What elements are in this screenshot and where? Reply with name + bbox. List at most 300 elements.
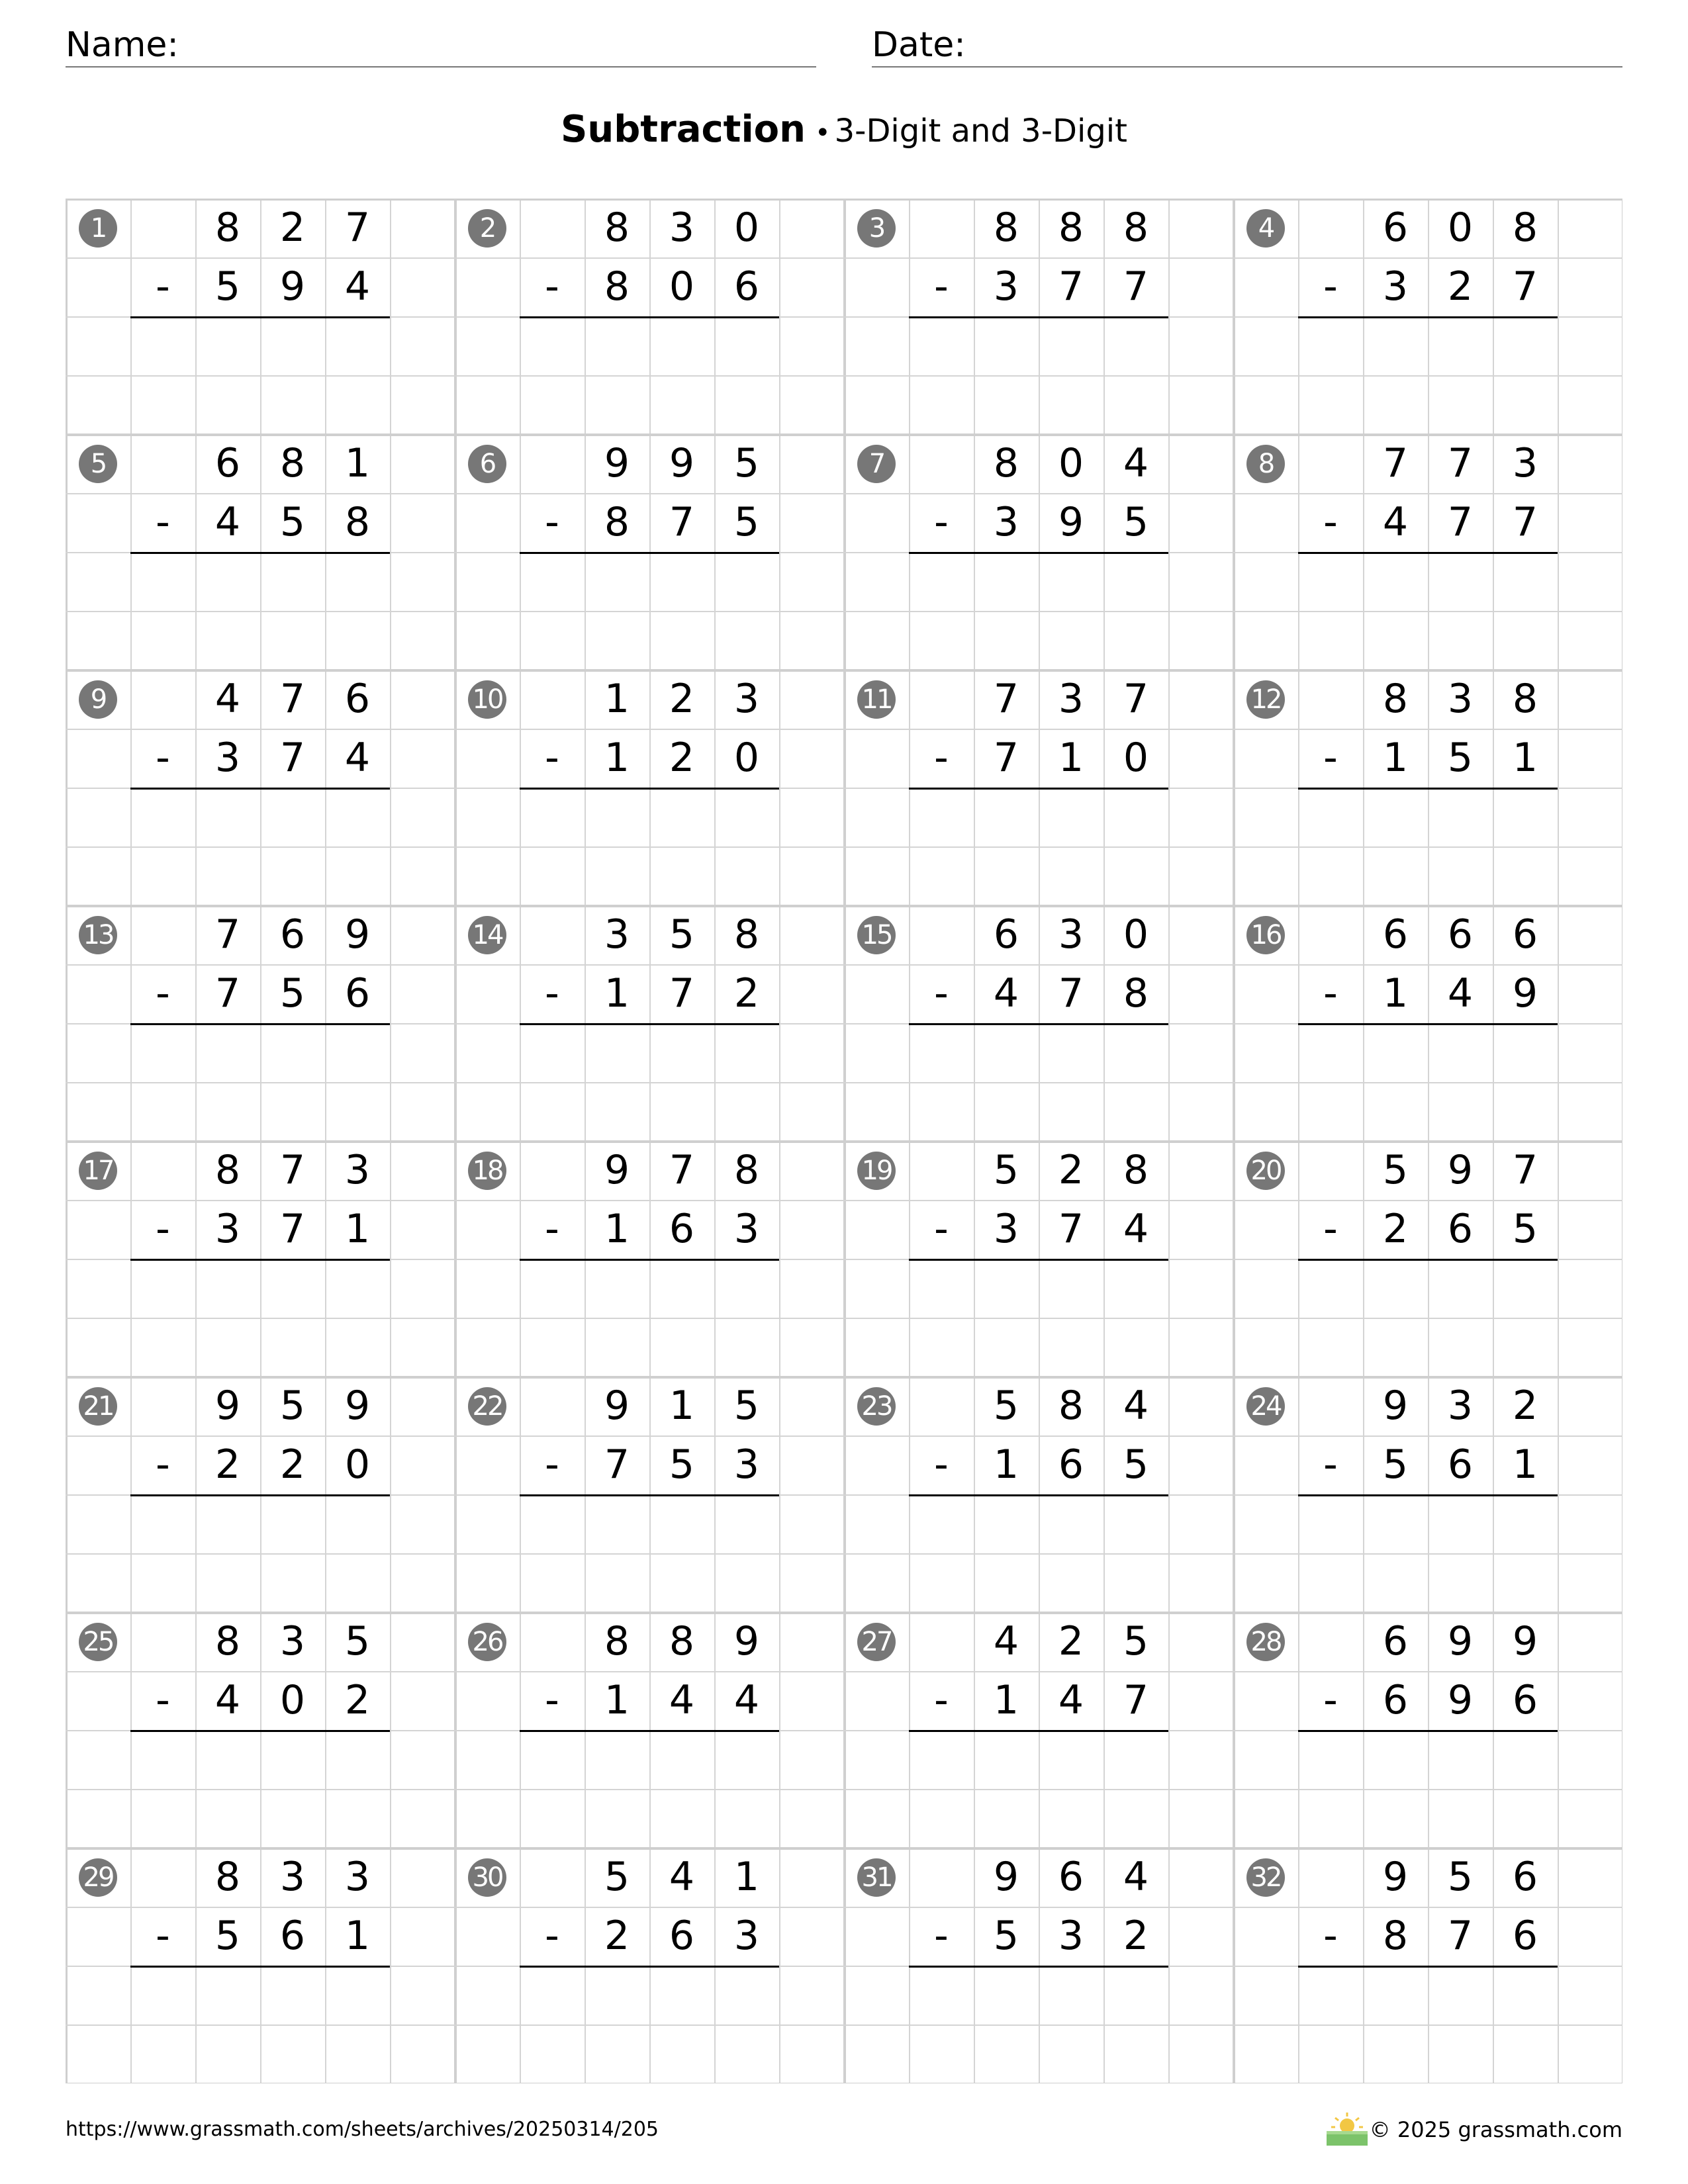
- minuend-digit: 5: [993, 1147, 1019, 1193]
- answer-line: [520, 1966, 779, 1968]
- subtrahend-digit: 7: [279, 735, 306, 781]
- answer-line: [130, 1494, 390, 1496]
- problem: [1233, 1612, 1622, 1848]
- problem-number-badge: 14: [468, 916, 506, 954]
- answer-line: [520, 1494, 779, 1496]
- minuend-digit: 0: [733, 205, 760, 251]
- problem: [455, 670, 844, 905]
- problem: [1233, 1377, 1622, 1612]
- minuend-digit: 6: [993, 911, 1019, 958]
- minus-sign: -: [1323, 263, 1338, 310]
- answer-line: [909, 1023, 1168, 1025]
- problem: [455, 1612, 844, 1848]
- problem: [844, 670, 1233, 905]
- subtrahend-digit: 7: [279, 1206, 306, 1252]
- subtrahend-digit: 7: [1447, 1913, 1474, 1959]
- minus-sign: -: [934, 735, 949, 781]
- minuend-digit: 8: [604, 205, 630, 251]
- problem: [66, 199, 455, 434]
- minuend-digit: 0: [1447, 205, 1474, 251]
- problem-number-badge: 21: [79, 1387, 117, 1426]
- problem-number-badge: 19: [857, 1152, 896, 1190]
- minuend-digit: 7: [669, 1147, 695, 1193]
- subtrahend-digit: 2: [669, 735, 695, 781]
- problem-number-badge: 18: [468, 1152, 506, 1190]
- subtrahend-digit: 6: [669, 1913, 695, 1959]
- minus-sign: -: [545, 263, 559, 310]
- subtrahend-digit: 4: [1447, 970, 1474, 1017]
- subtrahend-digit: 2: [279, 1441, 306, 1488]
- subtrahend-digit: 0: [279, 1677, 306, 1723]
- subtrahend-digit: 4: [1058, 1677, 1084, 1723]
- minus-sign: -: [156, 970, 170, 1017]
- problem: [66, 670, 455, 905]
- subtrahend-digit: 2: [1123, 1913, 1149, 1959]
- answer-line: [909, 316, 1168, 318]
- problem-number-badge: 2: [468, 209, 506, 248]
- minuend-digit: 1: [669, 1383, 695, 1429]
- problem-number-badge: 4: [1246, 209, 1285, 248]
- minuend-digit: 3: [1058, 676, 1084, 722]
- problem: [66, 434, 455, 670]
- minuend-digit: 8: [669, 1618, 695, 1664]
- minuend-digit: 7: [993, 676, 1019, 722]
- subtrahend-digit: 7: [1512, 499, 1538, 545]
- minuend-digit: 5: [993, 1383, 1019, 1429]
- answer-line: [520, 1023, 779, 1025]
- subtrahend-digit: 0: [1123, 735, 1149, 781]
- subtrahend-digit: 4: [993, 970, 1019, 1017]
- minuend-digit: 7: [1512, 1147, 1538, 1193]
- problem: [1233, 1141, 1622, 1377]
- minuend-digit: 6: [279, 911, 306, 958]
- subtrahend-digit: 3: [733, 1206, 760, 1252]
- problem-number-badge: 31: [857, 1858, 896, 1897]
- minuend-digit: 5: [1382, 1147, 1409, 1193]
- subtrahend-digit: 2: [1447, 263, 1474, 310]
- answer-line: [520, 316, 779, 318]
- answer-line: [1298, 1259, 1558, 1261]
- minuend-digit: 8: [1382, 676, 1409, 722]
- minuend-digit: 7: [344, 205, 371, 251]
- minuend-digit: 0: [1123, 911, 1149, 958]
- answer-line: [520, 1730, 779, 1732]
- minus-sign: -: [156, 1677, 170, 1723]
- subtrahend-digit: 4: [1382, 499, 1409, 545]
- subtrahend-digit: 7: [1123, 1677, 1149, 1723]
- minuend-digit: 9: [214, 1383, 241, 1429]
- minuend-digit: 7: [214, 911, 241, 958]
- minuend-digit: 9: [344, 911, 371, 958]
- subtrahend-digit: 7: [1512, 263, 1538, 310]
- minuend-digit: 7: [279, 676, 306, 722]
- subtrahend-digit: 1: [993, 1677, 1019, 1723]
- minus-sign: -: [1323, 1913, 1338, 1959]
- problem: [844, 905, 1233, 1141]
- subtrahend-digit: 7: [1447, 499, 1474, 545]
- subtrahend-digit: 5: [669, 1441, 695, 1488]
- problem-number-badge: 16: [1246, 916, 1285, 954]
- subtrahend-digit: 9: [1447, 1677, 1474, 1723]
- minus-sign: -: [934, 499, 949, 545]
- subtrahend-digit: 1: [604, 1206, 630, 1252]
- subtrahend-digit: 8: [604, 263, 630, 310]
- answer-line: [909, 1494, 1168, 1496]
- subtrahend-digit: 0: [669, 263, 695, 310]
- minuend-digit: 8: [993, 205, 1019, 251]
- minuend-digit: 8: [733, 1147, 760, 1193]
- minuend-digit: 2: [1058, 1147, 1084, 1193]
- answer-line: [1298, 1494, 1558, 1496]
- problem-number-badge: 13: [79, 916, 117, 954]
- problem-number-badge: 27: [857, 1623, 896, 1661]
- minuend-digit: 8: [1058, 1383, 1084, 1429]
- minuend-digit: 9: [993, 1854, 1019, 1900]
- minuend-digit: 5: [279, 1383, 306, 1429]
- problem: [455, 434, 844, 670]
- minuend-digit: 9: [604, 1147, 630, 1193]
- minuend-digit: 4: [1123, 1854, 1149, 1900]
- minuend-digit: 9: [669, 440, 695, 486]
- problem-number-badge: 29: [79, 1858, 117, 1897]
- minus-sign: -: [156, 263, 170, 310]
- problem-number-badge: 10: [468, 680, 506, 719]
- subtrahend-digit: 7: [993, 735, 1019, 781]
- minuend-digit: 3: [279, 1618, 306, 1664]
- subtrahend-digit: 5: [214, 1913, 241, 1959]
- subtrahend-digit: 2: [1382, 1206, 1409, 1252]
- answer-line: [909, 1966, 1168, 1968]
- footer-url: https://www.grassmath.com/sheets/archives/20250314/205: [66, 2118, 659, 2141]
- worksheet-title: [0, 106, 1688, 162]
- subtrahend-digit: 4: [214, 1677, 241, 1723]
- minus-sign: -: [545, 1677, 559, 1723]
- minus-sign: -: [545, 1206, 559, 1252]
- problem-number-badge: 26: [468, 1623, 506, 1661]
- minuend-digit: 8: [1512, 676, 1538, 722]
- minuend-digit: 9: [1447, 1147, 1474, 1193]
- answer-line: [130, 552, 390, 554]
- answer-line: [520, 788, 779, 790]
- problem: [66, 905, 455, 1141]
- minus-sign: -: [156, 1441, 170, 1488]
- subtrahend-digit: 8: [1123, 970, 1149, 1017]
- answer-line: [1298, 1966, 1558, 1968]
- minuend-digit: 6: [344, 676, 371, 722]
- minus-sign: -: [934, 1913, 949, 1959]
- problem-number-badge: 1: [79, 209, 117, 248]
- minuend-digit: 8: [279, 440, 306, 486]
- minuend-digit: 8: [733, 911, 760, 958]
- subtrahend-digit: 1: [344, 1913, 371, 1959]
- minus-sign: -: [156, 1913, 170, 1959]
- minus-sign: -: [934, 1441, 949, 1488]
- problem-number-badge: 7: [857, 445, 896, 483]
- minuend-digit: 4: [1123, 1383, 1149, 1429]
- subtrahend-digit: 5: [1123, 1441, 1149, 1488]
- minus-sign: -: [934, 1677, 949, 1723]
- minus-sign: -: [156, 499, 170, 545]
- answer-line: [130, 1966, 390, 1968]
- minuend-digit: 1: [733, 1854, 760, 1900]
- subtrahend-digit: 7: [669, 970, 695, 1017]
- problem-number-badge: 15: [857, 916, 896, 954]
- problem: [1233, 199, 1622, 434]
- minuend-digit: 5: [1123, 1618, 1149, 1664]
- minuend-digit: 5: [733, 440, 760, 486]
- problem-number-badge: 3: [857, 209, 896, 248]
- minuend-digit: 3: [344, 1854, 371, 1900]
- problem-number-badge: 8: [1246, 445, 1285, 483]
- subtrahend-digit: 6: [1447, 1206, 1474, 1252]
- minuend-digit: 5: [669, 911, 695, 958]
- problem-number-badge: 9: [79, 680, 117, 719]
- answer-line: [130, 1259, 390, 1261]
- subtrahend-digit: 1: [1382, 970, 1409, 1017]
- minuend-digit: 9: [1447, 1618, 1474, 1664]
- minuend-digit: 8: [214, 205, 241, 251]
- problem: [1233, 670, 1622, 905]
- subtrahend-digit: 4: [669, 1677, 695, 1723]
- date-field[interactable]: [872, 24, 1622, 68]
- minuend-digit: 5: [1447, 1854, 1474, 1900]
- subtrahend-digit: 7: [1058, 263, 1084, 310]
- subtrahend-digit: 3: [733, 1441, 760, 1488]
- minuend-digit: 1: [344, 440, 371, 486]
- answer-line: [520, 1259, 779, 1261]
- answer-line: [1298, 316, 1558, 318]
- problem-number-badge: 24: [1246, 1387, 1285, 1426]
- subtrahend-digit: 2: [214, 1441, 241, 1488]
- subtrahend-digit: 6: [1512, 1677, 1538, 1723]
- minuend-digit: 6: [1447, 911, 1474, 958]
- subtrahend-digit: 2: [733, 970, 760, 1017]
- answer-line: [909, 1730, 1168, 1732]
- minuend-digit: 6: [1058, 1854, 1084, 1900]
- problem-number-badge: 28: [1246, 1623, 1285, 1661]
- title-subtitle: 3-Digit and 3-Digit: [834, 113, 1127, 150]
- subtrahend-digit: 3: [214, 735, 241, 781]
- subtrahend-digit: 3: [993, 263, 1019, 310]
- problem-number-badge: 6: [468, 445, 506, 483]
- subtrahend-digit: 6: [1382, 1677, 1409, 1723]
- answer-line: [909, 552, 1168, 554]
- minus-sign: -: [934, 970, 949, 1017]
- subtrahend-digit: 2: [604, 1913, 630, 1959]
- subtrahend-digit: 6: [344, 970, 371, 1017]
- minus-sign: -: [1323, 1677, 1338, 1723]
- subtrahend-digit: 6: [1058, 1441, 1084, 1488]
- minuend-digit: 4: [669, 1854, 695, 1900]
- subtrahend-digit: 0: [733, 735, 760, 781]
- problem: [844, 1612, 1233, 1848]
- problem: [455, 1848, 844, 2083]
- minuend-digit: 5: [344, 1618, 371, 1664]
- subtrahend-digit: 3: [214, 1206, 241, 1252]
- subtrahend-digit: 1: [1058, 735, 1084, 781]
- minuend-digit: 2: [1512, 1383, 1538, 1429]
- subtrahend-digit: 1: [993, 1441, 1019, 1488]
- minus-sign: -: [934, 263, 949, 310]
- minuend-digit: 7: [1447, 440, 1474, 486]
- subtrahend-digit: 1: [1512, 1441, 1538, 1488]
- minuend-digit: 4: [1123, 440, 1149, 486]
- subtrahend-digit: 4: [344, 735, 371, 781]
- answer-line: [909, 1259, 1168, 1261]
- minuend-digit: 6: [1382, 911, 1409, 958]
- problem: [455, 199, 844, 434]
- minuend-digit: 8: [993, 440, 1019, 486]
- minuend-digit: 4: [993, 1618, 1019, 1664]
- answer-line: [1298, 552, 1558, 554]
- date-label: Date:: [872, 25, 966, 65]
- problem: [844, 199, 1233, 434]
- minuend-digit: 8: [214, 1147, 241, 1193]
- subtrahend-digit: 6: [1447, 1441, 1474, 1488]
- subtrahend-digit: 1: [604, 1677, 630, 1723]
- minus-sign: -: [934, 1206, 949, 1252]
- minuend-digit: 4: [214, 676, 241, 722]
- answer-line: [130, 788, 390, 790]
- subtrahend-digit: 1: [1382, 735, 1409, 781]
- minuend-digit: 8: [1512, 205, 1538, 251]
- subtrahend-digit: 4: [1123, 1206, 1149, 1252]
- minuend-digit: 9: [604, 440, 630, 486]
- minuend-digit: 9: [733, 1618, 760, 1664]
- problem-number-badge: 23: [857, 1387, 896, 1426]
- problem-number-badge: 22: [468, 1387, 506, 1426]
- minuend-digit: 6: [1382, 1618, 1409, 1664]
- problem-number-badge: 25: [79, 1623, 117, 1661]
- subtrahend-digit: 8: [344, 499, 371, 545]
- problem-grid: [66, 199, 1622, 2083]
- problem: [66, 1377, 455, 1612]
- subtrahend-digit: 4: [733, 1677, 760, 1723]
- minuend-digit: 2: [669, 676, 695, 722]
- problem-number-badge: 17: [79, 1152, 117, 1190]
- minus-sign: -: [545, 499, 559, 545]
- subtrahend-digit: 1: [604, 735, 630, 781]
- minuend-digit: 2: [279, 205, 306, 251]
- minuend-digit: 7: [1123, 676, 1149, 722]
- problem-number-badge: 5: [79, 445, 117, 483]
- answer-line: [130, 1023, 390, 1025]
- problem-number-badge: 12: [1246, 680, 1285, 719]
- subtrahend-digit: 7: [214, 970, 241, 1017]
- subtrahend-digit: 8: [604, 499, 630, 545]
- subtrahend-digit: 7: [1058, 1206, 1084, 1252]
- subtrahend-digit: 6: [733, 263, 760, 310]
- minuend-digit: 5: [604, 1854, 630, 1900]
- subtrahend-digit: 6: [279, 1913, 306, 1959]
- minus-sign: -: [545, 1441, 559, 1488]
- subtrahend-digit: 9: [1058, 499, 1084, 545]
- minuend-digit: 3: [1447, 676, 1474, 722]
- subtrahend-digit: 3: [993, 1206, 1019, 1252]
- minuend-digit: 9: [1382, 1854, 1409, 1900]
- minuend-digit: 0: [1058, 440, 1084, 486]
- title-main: Subtraction: [561, 108, 806, 151]
- minuend-digit: 3: [1447, 1383, 1474, 1429]
- problem: [455, 905, 844, 1141]
- problem-number-badge: 20: [1246, 1152, 1285, 1190]
- minus-sign: -: [156, 735, 170, 781]
- subtrahend-digit: 9: [279, 263, 306, 310]
- subtrahend-digit: 3: [733, 1913, 760, 1959]
- minuend-digit: 9: [604, 1383, 630, 1429]
- minuend-digit: 3: [1058, 911, 1084, 958]
- problem: [844, 1848, 1233, 2083]
- problem: [455, 1141, 844, 1377]
- minuend-digit: 2: [1058, 1618, 1084, 1664]
- minuend-digit: 9: [1382, 1383, 1409, 1429]
- minuend-digit: 3: [344, 1147, 371, 1193]
- minuend-digit: 8: [1123, 1147, 1149, 1193]
- answer-line: [520, 552, 779, 554]
- minuend-digit: 5: [733, 1383, 760, 1429]
- problem: [1233, 905, 1622, 1141]
- subtrahend-digit: 5: [993, 1913, 1019, 1959]
- minuend-digit: 3: [279, 1854, 306, 1900]
- minus-sign: -: [545, 970, 559, 1017]
- problem: [455, 1377, 844, 1612]
- subtrahend-digit: 5: [279, 499, 306, 545]
- minuend-digit: 7: [1382, 440, 1409, 486]
- answer-line: [130, 1730, 390, 1732]
- answer-line: [1298, 788, 1558, 790]
- name-label: Name:: [66, 25, 179, 65]
- subtrahend-digit: 1: [1512, 735, 1538, 781]
- subtrahend-digit: 5: [279, 970, 306, 1017]
- problem-number-badge: 32: [1246, 1858, 1285, 1897]
- subtrahend-digit: 7: [669, 499, 695, 545]
- minus-sign: -: [545, 735, 559, 781]
- subtrahend-digit: 7: [604, 1441, 630, 1488]
- problem: [844, 434, 1233, 670]
- subtrahend-digit: 8: [1382, 1913, 1409, 1959]
- minuend-digit: 6: [214, 440, 241, 486]
- subtrahend-digit: 1: [344, 1206, 371, 1252]
- problem: [1233, 434, 1622, 670]
- minuend-digit: 6: [1512, 911, 1538, 958]
- name-field[interactable]: [66, 24, 816, 68]
- minus-sign: -: [545, 1913, 559, 1959]
- subtrahend-digit: 5: [1447, 735, 1474, 781]
- problem: [66, 1612, 455, 1848]
- subtrahend-digit: 5: [214, 263, 241, 310]
- problem: [1233, 1848, 1622, 2083]
- minuend-digit: 3: [604, 911, 630, 958]
- minus-sign: -: [1323, 970, 1338, 1017]
- subtrahend-digit: 7: [1123, 263, 1149, 310]
- subtrahend-digit: 5: [1382, 1441, 1409, 1488]
- subtrahend-digit: 0: [344, 1441, 371, 1488]
- minuend-digit: 1: [604, 676, 630, 722]
- minuend-digit: 6: [1382, 205, 1409, 251]
- minuend-digit: 8: [214, 1854, 241, 1900]
- minus-sign: -: [156, 1206, 170, 1252]
- subtrahend-digit: 3: [1058, 1913, 1084, 1959]
- minuend-digit: 7: [279, 1147, 306, 1193]
- problem: [66, 1848, 455, 2083]
- footer-copyright: © 2025 grassmath.com: [1369, 2117, 1622, 2142]
- minus-sign: -: [1323, 735, 1338, 781]
- subtrahend-digit: 4: [214, 499, 241, 545]
- problem: [66, 1141, 455, 1377]
- problem-number-badge: 30: [468, 1858, 506, 1897]
- minuend-digit: 8: [604, 1618, 630, 1664]
- subtrahend-digit: 5: [1123, 499, 1149, 545]
